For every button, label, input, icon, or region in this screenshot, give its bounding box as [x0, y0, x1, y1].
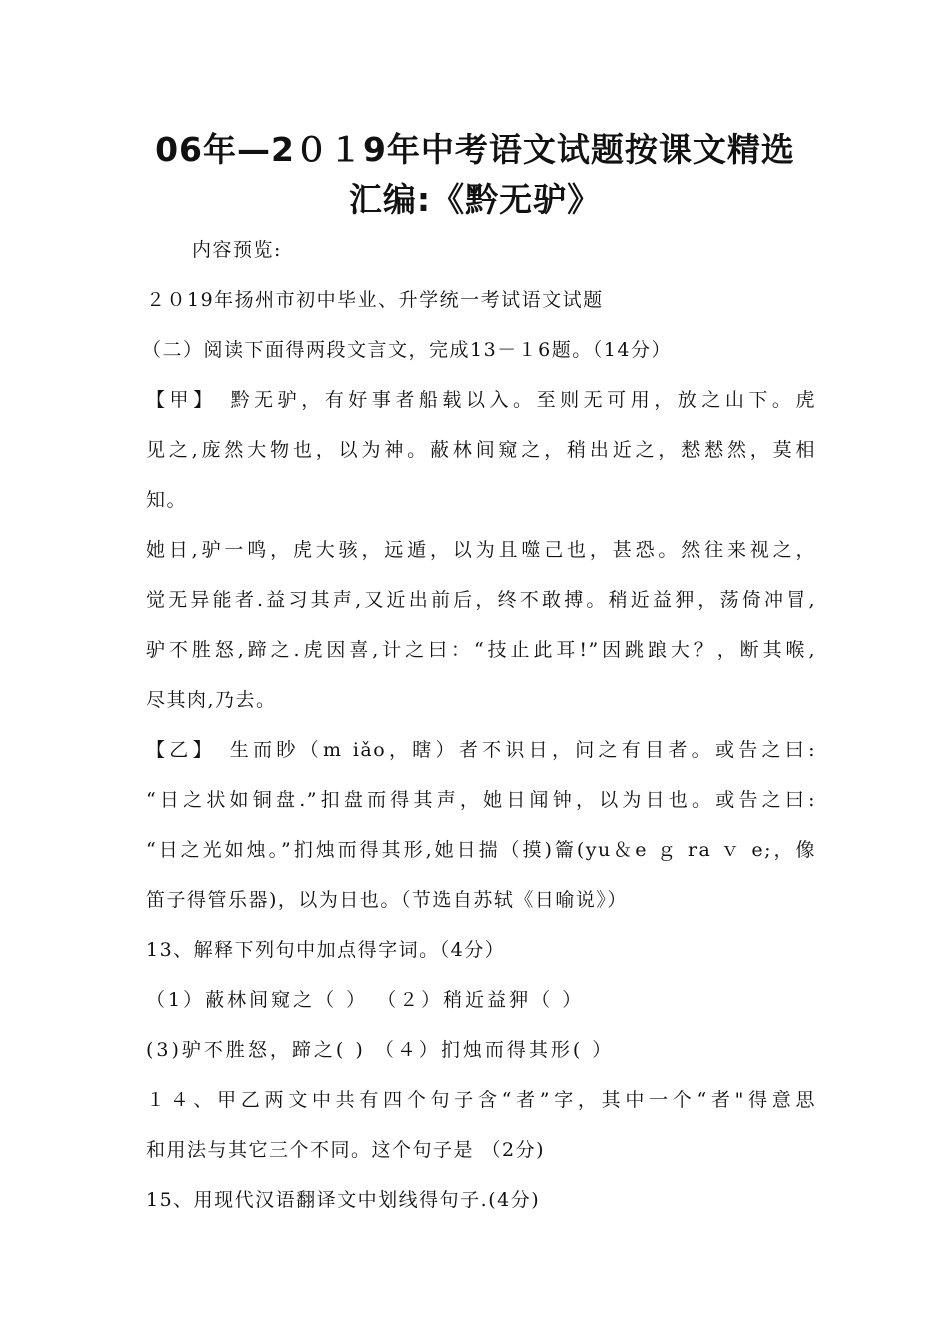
question-13-stem: 13、解释下列句中加点得字词。（4分）	[146, 939, 506, 961]
passage-a-label: 【甲】	[146, 389, 217, 411]
passage-a-text-1: 黔无驴，有好事者船载以入。至则无可用，放之山下。虎	[230, 389, 816, 411]
passage-b-label: 【乙】	[146, 739, 216, 761]
passage-a-line-2: 见之,庞然大物也，以为神。蔽林间窥之，稍出近之，慭慭然，莫相	[146, 439, 816, 461]
question-15: 15、用现代汉语翻译文中划线得句子.(4分)	[146, 1189, 541, 1211]
passage-a-line-1	[146, 386, 816, 414]
intro-label: 内容预览:	[192, 239, 282, 261]
question-13-row-1: （1）蔽林间窥之（ ） （２）稍近益狎（ ）	[146, 989, 585, 1011]
passage-a-line-4: 她日,驴一鸣，虎大骇，远遁，以为且噬己也，甚恐。然往来视之，	[146, 539, 816, 561]
passage-a-line-5: 觉无异能者.益习其声,又近出前后，终不敢搏。稍近益狎，荡倚冲冒,	[146, 589, 816, 611]
passage-a-line-6: 驴不胜怒,蹄之.虎因喜,计之曰：“技止此耳!”因跳踉大？，断其喉,	[146, 639, 816, 661]
question-14-line-1: １４、甲乙两文中共有四个句子含“者”字，其中一个“者"得意思	[146, 1089, 816, 1111]
passage-b-line-4: 笛子得管乐器)，以为日也。（节选自苏轼《日喻说》）	[146, 889, 628, 911]
passage-b-line-2: “日之状如铜盘.”扣盘而得其声，她日闻钟，以为日也。或告之曰:	[146, 789, 816, 811]
question-14-line-2: 和用法与其它三个不同。这个句子是 （2分)	[146, 1139, 546, 1161]
passage-a-line-7: 尽其肉,乃去。	[146, 689, 277, 711]
passage-a-line-3: 知。	[146, 489, 188, 511]
exam-title: ２０19年扬州市初中毕业、升学统一考试语文试题	[146, 289, 604, 311]
section-heading: （二）阅读下面得两段文言文，完成13－１6题。（14分）	[142, 339, 672, 361]
passage-b-line-3: “日之光如烛。”扪烛而得其形,她日揣（摸)籥(yu＆e ｇ ra ｖ e;，像	[146, 839, 816, 861]
document-title-line-2: 汇编:《黔无驴》	[348, 180, 602, 219]
document-title-line-1: 06年—2０１9年中考语文试题按课文精选	[155, 130, 795, 169]
passage-b-text-1: 生而眇（m iǎo，瞎）者不识日，问之有目者。或告之曰:	[229, 739, 816, 761]
question-13-row-2: (3)驴不胜怒，蹄之( ) （４）扪烛而得其形( ）	[146, 1039, 615, 1061]
passage-b-line-1	[146, 736, 816, 764]
